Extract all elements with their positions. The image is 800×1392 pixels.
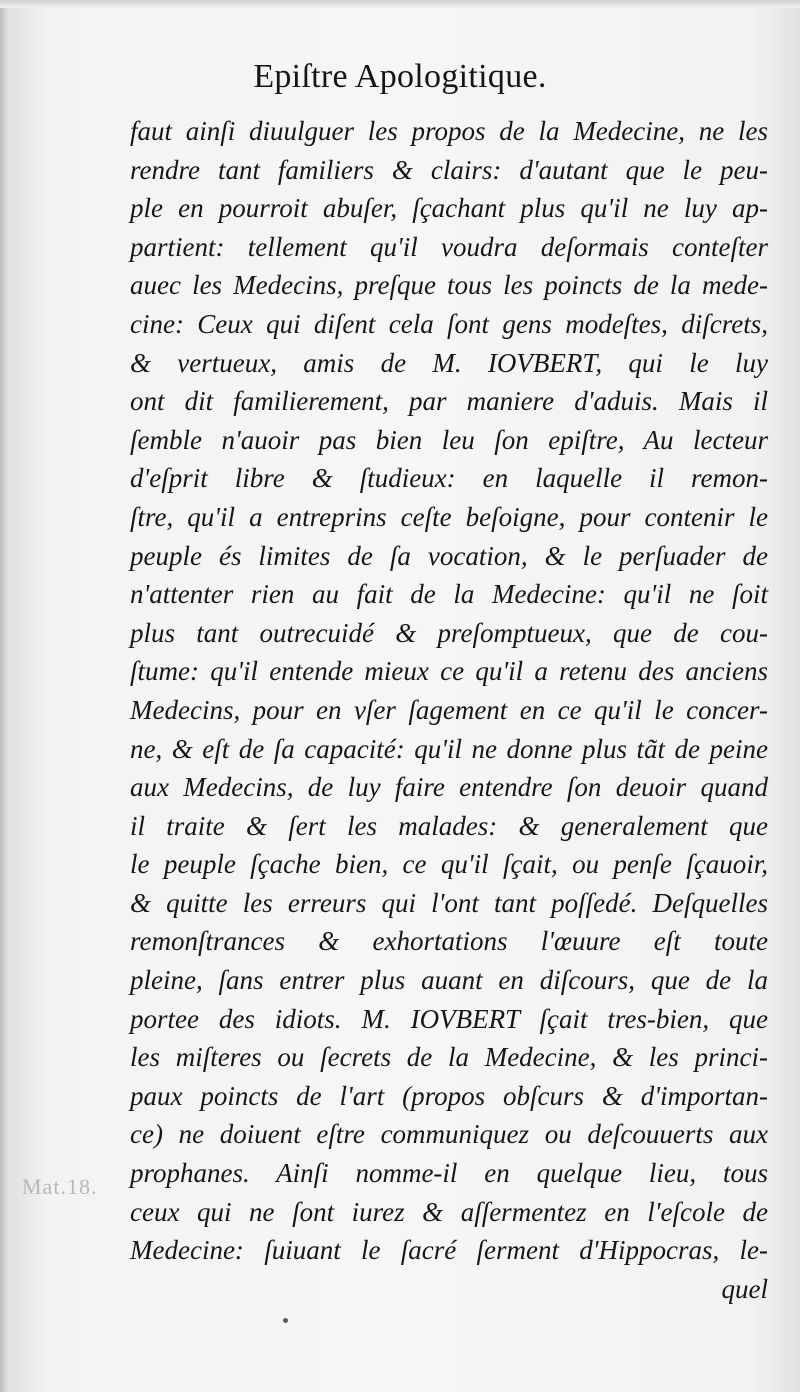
text-line: & vertueux, amis de M. IOVBERT, qui le luy bbox=[130, 347, 768, 378]
text-line: paux poincts de l'art (propos obſcurs & d'importan- bbox=[130, 1080, 768, 1111]
text-line: portee des idiots. M. IOVBERT ſçait tres-bien, que bbox=[130, 1003, 768, 1034]
text-line: auec les Medecins, preſque tous les poincts de la mede- bbox=[130, 270, 768, 301]
text-line: cine: Ceux qui diſent cela ſont gens modeſtes, diſcrets, bbox=[130, 308, 768, 339]
text-line: ont dit familierement, par maniere d'aduis. Mais il bbox=[130, 386, 768, 417]
catchword: quel bbox=[721, 1273, 768, 1304]
text-line: peuple és limites de ſa vocation, & le perſuader de bbox=[130, 540, 768, 571]
page-left-edge bbox=[0, 0, 10, 1392]
text-line: partient: tellement qu'il voudra deſormais conteſter bbox=[130, 231, 768, 262]
text-line: il traite & ſert les malades: & generalement que bbox=[130, 810, 768, 841]
running-head: Epiſtre Apologitique. bbox=[253, 58, 547, 95]
text-line: remonſtrances & exhortations l'œuure eſt toute bbox=[130, 926, 768, 957]
margin-note: Mat.18. bbox=[22, 1174, 98, 1199]
text-line: ceux qui ne ſont iurez & aſſermentez en l'eſcole de bbox=[130, 1196, 768, 1227]
text-line: & quitte les erreurs qui l'ont tant poſſedé. Deſquelles bbox=[130, 887, 768, 918]
text-line: ſtume: qu'il entende mieux ce qu'il a retenu des anciens bbox=[130, 656, 768, 687]
ink-dot bbox=[283, 1318, 288, 1323]
text-line: les miſteres ou ſecrets de la Medecine, & les princi- bbox=[130, 1042, 768, 1073]
text-line: ce) ne doiuent eſtre communiquez ou deſcouuerts aux bbox=[130, 1119, 768, 1150]
text-line: faut ainſi diuulguer les propos de la Medecine, ne les bbox=[130, 116, 768, 146]
text-line: d'eſprit libre & ſtudieux: en laquelle il remon- bbox=[130, 463, 768, 494]
text-line: pleine, ſans entrer plus auant en diſcours, que de la bbox=[130, 965, 768, 996]
page-top-edge bbox=[0, 0, 800, 8]
text-line: ſtre, qu'il a entreprins ceſte beſoigne, pour contenir le bbox=[130, 501, 768, 532]
text-line: plus tant outrecuidé & preſomptueux, que de cou- bbox=[130, 617, 768, 648]
text-line: le peuple ſçache bien, ce qu'il ſçait, ou penſe ſçauoir, bbox=[130, 849, 768, 880]
body-text bbox=[130, 112, 768, 1308]
text-line: prophanes. Ainſi nomme-il en quelque lieu, tous bbox=[130, 1158, 768, 1189]
text-line: rendre tant familiers & clairs: d'autant que le peu- bbox=[130, 154, 768, 185]
text-line: ne, & eſt de ſa capacité: qu'il ne donne plus tãt de peine bbox=[130, 733, 768, 764]
text-line: ple en pourroit abuſer, ſçachant plus qu'il ne luy ap- bbox=[130, 193, 768, 224]
text-line: Medecins, pour en vſer ſagement en ce qu'il le concer- bbox=[130, 694, 768, 725]
text-line: n'attenter rien au fait de la Medecine: qu'il ne ſoit bbox=[130, 579, 768, 610]
text-line: aux Medecins, de luy faire entendre ſon deuoir quand bbox=[130, 772, 768, 803]
text-line: Medecine: ſuiuant le ſacré ſerment d'Hippocras, le- bbox=[130, 1235, 768, 1266]
text-line: ſemble n'auoir pas bien leu ſon epiſtre, Au lecteur bbox=[130, 424, 768, 455]
